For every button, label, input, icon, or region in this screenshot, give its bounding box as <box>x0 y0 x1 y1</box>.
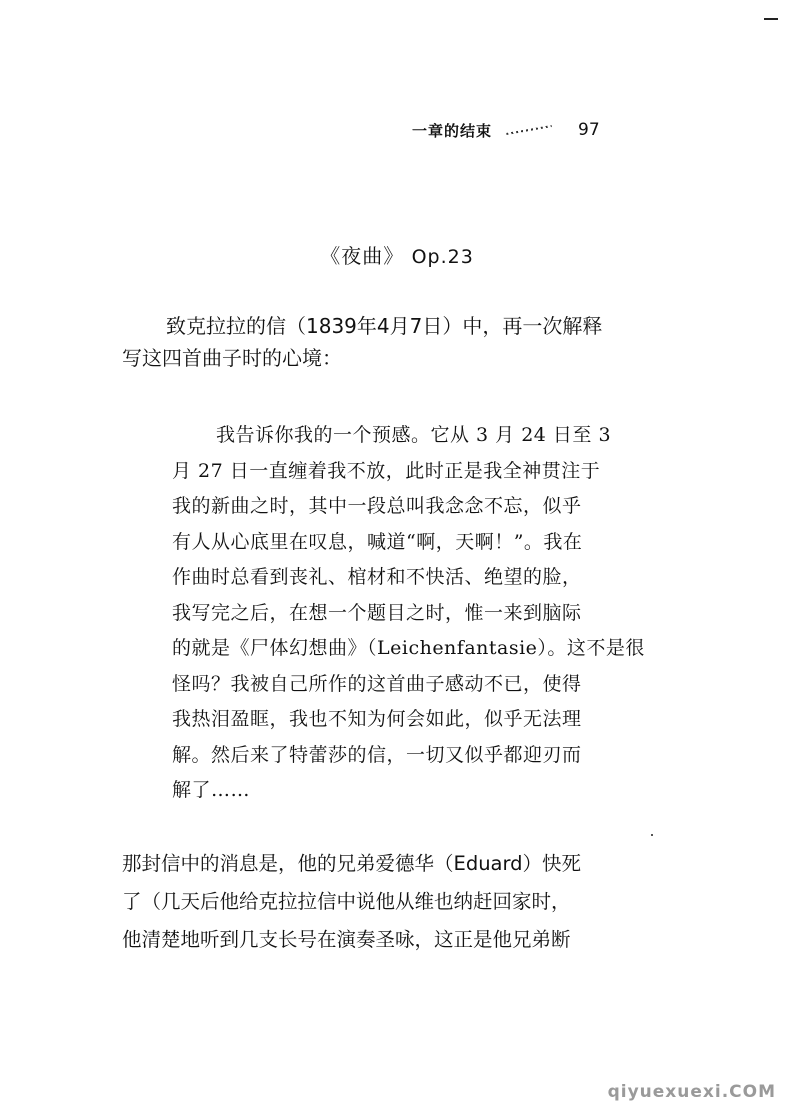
closing-line: 了（几天后他给克拉拉信中说他从维也纳赶回家时， <box>122 890 571 913</box>
running-title: 一章的结束 <box>412 121 493 140</box>
closing-paragraph <box>122 845 687 959</box>
running-head <box>412 118 600 142</box>
quote-line: 月 27 日一直缠着我不放，此时正是我全神贯注于 <box>172 459 601 482</box>
quote-line: 解。然后来了特蕾莎的信，一切又似乎都迎刃而 <box>172 743 582 766</box>
section-title <box>0 240 794 269</box>
quote-line: 有人从心底里在叹息，喊道“啊，天啊！”。我在 <box>172 530 583 553</box>
closing-line: 他清楚地听到几支长号在演奏圣咏，这正是他兄弟断 <box>122 928 571 951</box>
opus-number: Op.23 <box>411 246 474 268</box>
section-title-text: 《夜曲》 <box>320 244 405 268</box>
quote-line: 我的新曲之时，其中一段总叫我念念不忘，似乎 <box>172 495 582 517</box>
intro-line: 写这四首曲子时的心境： <box>122 346 342 370</box>
quote-line: 我告诉你我的一个预感。它从 3 月 24 日至 3 <box>216 424 612 446</box>
quote-line: 作曲时总看到丧礼、棺材和不快活、绝望的脸， <box>172 566 582 588</box>
intro-paragraph <box>122 310 687 374</box>
watermark: qiyuexuexi.COM <box>607 1082 776 1102</box>
print-speck <box>651 834 653 836</box>
closing-line: 那封信中的消息是，他的兄弟爱德华（Eduard）快死 <box>122 852 582 875</box>
quote-line: 我热泪盈眶，我也不知为何会如此，似乎无法理 <box>172 708 582 730</box>
quote-line: 我写完之后，在想一个题目之时，惟一来到脑际 <box>172 601 582 624</box>
quote-line: 怪吗？我被自己所作的这首曲子感动不已，使得 <box>172 672 582 695</box>
page-number: 97 <box>578 120 600 140</box>
decorative-rule <box>506 125 552 135</box>
quote-line: 的就是《尸体幻想曲》（Leichenfantasie）。这不是很 <box>172 637 645 659</box>
corner-mark <box>764 18 778 20</box>
quote-line: 解了…… <box>172 779 251 801</box>
intro-line: 致克拉拉的信（1839年4月7日）中，再一次解释 <box>166 314 603 338</box>
letter-quote <box>172 418 684 809</box>
